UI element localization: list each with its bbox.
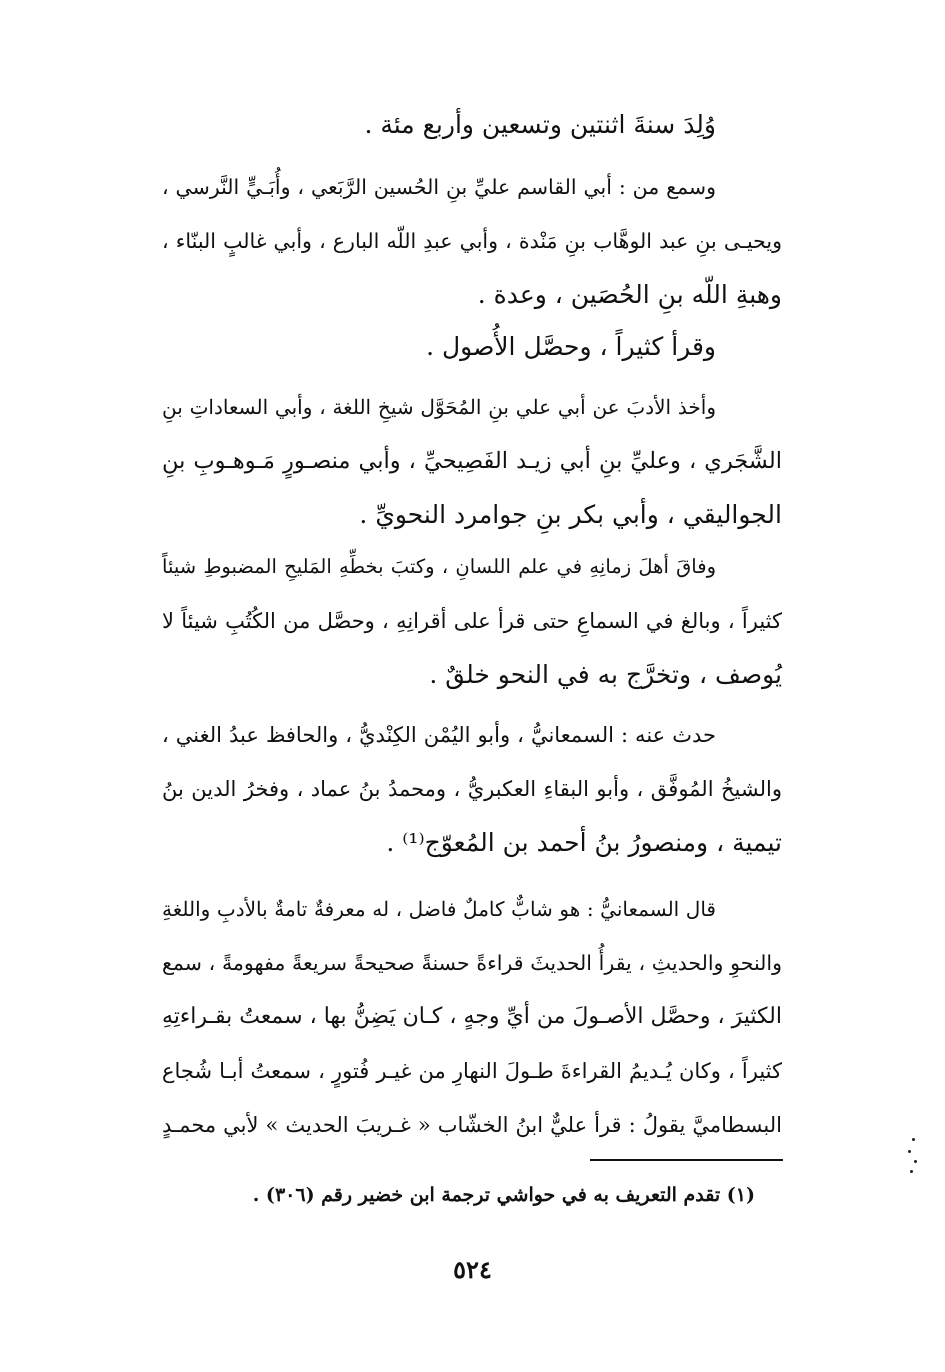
text-line: الكثيرَ ، وحصَّل الأصـولَ من أيِّ وجهٍ ، كـان يَضِنُّ بها ، سمعتُ بقـراءتِهِ [162,1004,782,1029]
paragraph-samani-quote [162,882,782,1152]
text-line: وسمع من : أبي القاسم عليِّ بنِ الحُسين الرَّبَعي ، وأُبَـيٍّ النَّرسي ، [162,175,716,199]
text-line: كثيراً ، وبالغ في السماعِ حتى قرأ على أقرانِهِ ، وحصَّل من الكُتُبِ شيئاً لا [162,609,782,633]
text-line: والنحوِ والحديثِ ، يقرأُ الحديثَ قراءةً حسنةً صحيحةً سريعةً مفهومةً ، سمع [162,951,782,975]
text-line: قال السمعانيُّ : هو شابٌّ كاملٌ فاضل ، له معرفةٌ تامةٌ بالأدبِ واللغةِ [162,897,716,921]
page-number: ٥٢٤ [453,1255,492,1284]
text-line: وأخذ الأدبَ عن أبي علي بنِ المُحَوَّل شيخِ اللغة ، وأبي السعاداتِ بنِ [162,395,716,419]
paragraph-birth [162,98,782,152]
footnote-separator [590,1159,783,1161]
text-line: البسطاميَّ يقولُ : قرأ عليٌّ ابنُ الخشّاب « غـريبَ الحديث » لأبي محمـدٍ [162,1113,782,1137]
text-line: تيمية ، ومنصورُ بنُ أحمد بن المُعوّج⁽¹⁾ . [386,828,782,857]
text-line: وفاقَ أهلَ زمانِهِ في علم اللسانِ ، وكتبَ بخطِّهِ المَليحِ المضبوطِ شيئاً [162,555,716,578]
paragraph-teachers [162,160,782,322]
text-line: والشيخُ المُوفَّق ، وأبو البقاءِ العكبريُّ ، ومحمدُ بنُ عماد ، وفخرُ الدين بنُ [162,777,782,801]
text-line: حدث عنه : السمعانيُّ ، وأبو اليُمْن الكِنْديُّ ، والحافظ عبدُ الغني ، [162,723,716,747]
paragraph-reading [162,320,782,374]
text-line: وُلِدَ سنةَ اثنتين وتسعين وأربع مئة . [364,110,716,139]
paragraph-adab [162,380,782,542]
text-line: الشَّجَري ، وعليِّ بنِ أبي زيـد الفَصِيحيِّ ، وأبي منصـورٍ مَـوهـوبِ بنِ [162,448,782,474]
text-line: وقرأ كثيراً ، وحصَّل الأُصول . [426,332,716,361]
footnote: (١) تقدم التعريف به في حواشي ترجمة ابن خضير رقم (٣٠٦) . [252,1184,755,1206]
margin-marks [906,1138,920,1178]
text-line: كثيراً ، وكان يُـديمُ القراءةَ طـولَ النهارِ من غيـر فُتورٍ ، سمعتُ أبـا شُجاع [162,1059,782,1083]
text-line: يُوصف ، وتخرَّج به في النحو خلقٌ . [429,660,782,689]
paragraph-excellence [162,540,782,702]
paragraph-students [162,708,782,870]
text-line: ويحيـى بنِ عبد الوهَّاب بنِ مَنْدة ، وأبي عبدِ اللّه البارع ، وأبي غالبٍ البنّاء ، [162,229,782,253]
text-line: وهبةِ اللّه بنِ الحُصَين ، وعدة . [477,280,782,309]
text-line: الجواليقي ، وأبي بكر بنِ جوامرد النحويِّ . [359,500,782,529]
